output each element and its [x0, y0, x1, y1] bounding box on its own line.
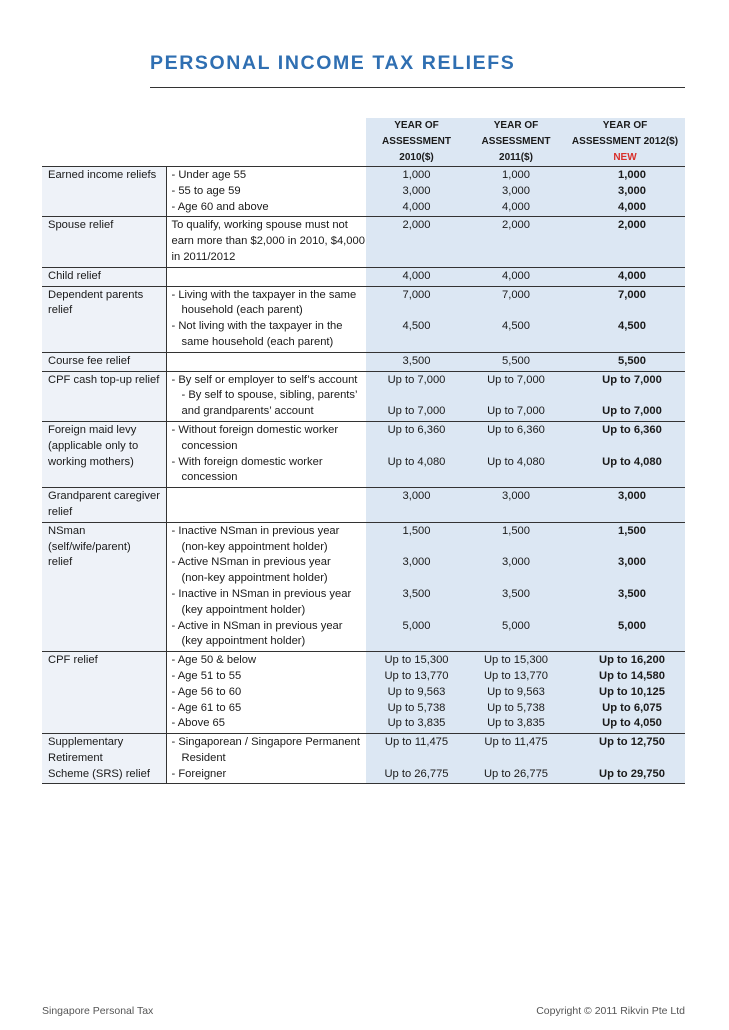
table-row: [42, 167, 685, 217]
relief-description-line: - Living with the taxpayer in the same: [171, 288, 357, 301]
relief-name-line: relief: [48, 505, 73, 518]
value-ya-2011: [467, 167, 565, 217]
value-ya-2010: [366, 217, 467, 267]
table-body: [42, 167, 685, 784]
value-ya-2012: [565, 267, 685, 286]
value-ya-2011-line: Up to 7,000: [487, 405, 545, 418]
value-ya-2010-line: [366, 505, 467, 521]
value-ya-2010-line: Up to 4,080: [387, 455, 446, 468]
value-ya-2010-line: [366, 335, 467, 351]
value-ya-2011-line: [467, 470, 565, 486]
value-ya-2011: [467, 267, 565, 286]
relief-name: [42, 167, 166, 217]
relief-name-line: [48, 571, 166, 587]
relief-description-line: - Singaporean / Singapore Permanent: [171, 736, 360, 749]
value-ya-2010-line: [366, 470, 467, 486]
header-blank-relief: [42, 118, 166, 167]
relief-description-line: earn more than $2,000 in 2010, $4,000: [171, 235, 365, 248]
table-row: [42, 286, 685, 352]
relief-name-line: working mothers): [48, 455, 134, 468]
relief-name-line: [48, 388, 166, 404]
relief-description: [166, 652, 366, 734]
header-ya-2012-line: YEAR OF: [602, 120, 648, 131]
value-ya-2011-line: [467, 250, 565, 266]
value-ya-2010-line: Up to 7,000: [387, 405, 446, 418]
value-ya-2012-line: [579, 505, 685, 521]
value-ya-2012-line: Up to 12,750: [599, 736, 665, 749]
value-ya-2011-line: 5,000: [502, 619, 530, 632]
relief-description-line: - With foreign domestic worker: [171, 455, 323, 468]
value-ya-2011: [467, 652, 565, 734]
value-ya-2010-line: Up to 3,835: [387, 717, 446, 730]
relief-description-line: household (each parent): [181, 304, 303, 317]
relief-description-line: - Active in NSman in previous year: [171, 619, 343, 632]
relief-description-line: [172, 354, 367, 370]
value-ya-2012-line: [579, 470, 685, 486]
value-ya-2012: [565, 217, 685, 267]
table-row: [42, 488, 685, 523]
footer-left-text: Singapore Personal Tax: [42, 1005, 154, 1017]
relief-name: [42, 522, 166, 651]
value-ya-2010: [366, 421, 467, 487]
relief-name-line: [48, 685, 166, 701]
relief-name-line: [48, 250, 166, 266]
relief-description: [166, 352, 366, 371]
value-ya-2010-line: 4,000: [402, 269, 431, 282]
relief-name: [42, 217, 166, 267]
value-ya-2012-line: 3,000: [618, 184, 646, 197]
value-ya-2010-line: [366, 250, 467, 266]
value-ya-2011-line: 5,500: [502, 354, 530, 367]
value-ya-2012-line: Up to 6,075: [602, 701, 662, 714]
relief-description-line: - 55 to age 59: [171, 184, 241, 197]
value-ya-2010-line: 2,000: [402, 219, 431, 232]
value-ya-2012: [565, 167, 685, 217]
relief-description: [166, 286, 366, 352]
header-ya-2010: [366, 118, 467, 167]
relief-description-line: - By self to spouse, sibling, parents’: [181, 389, 358, 402]
value-ya-2010: [366, 286, 467, 352]
value-ya-2010-line: [366, 603, 467, 619]
value-ya-2012-line: [579, 303, 685, 319]
value-ya-2010: [366, 734, 467, 784]
value-ya-2011-line: [467, 335, 565, 351]
value-ya-2011-line: Up to 6,360: [487, 423, 545, 436]
relief-name-line: Spouse relief: [48, 219, 114, 232]
value-ya-2011-line: 4,000: [502, 200, 530, 213]
value-ya-2010-line: [366, 634, 467, 650]
table-row: [42, 217, 685, 267]
relief-description-line: same household (each parent): [181, 335, 334, 348]
value-ya-2011: [467, 286, 565, 352]
relief-description-line: - Age 51 to 55: [171, 669, 242, 682]
value-ya-2010: [366, 267, 467, 286]
value-ya-2011-line: Up to 26,775: [483, 767, 549, 780]
relief-description: [166, 488, 366, 523]
value-ya-2010-line: Up to 9,563: [387, 685, 446, 698]
relief-description-line: - Foreigner: [171, 767, 227, 780]
value-ya-2010-line: 7,000: [402, 288, 431, 301]
header-ya-2010-line: 2010($): [399, 152, 434, 163]
value-ya-2011-line: 3,000: [502, 556, 530, 569]
relief-description-line: - By self or employer to self’s account: [171, 373, 358, 386]
relief-name-line: relief: [48, 304, 73, 317]
relief-description-line: - Above 65: [171, 717, 225, 730]
value-ya-2010-line: 3,500: [402, 354, 431, 367]
relief-name-line: [48, 470, 166, 486]
relief-description-line: and grandparents’ account: [181, 405, 314, 418]
value-ya-2012-line: [579, 335, 685, 351]
value-ya-2012-line: 4,000: [618, 200, 646, 213]
value-ya-2010: [366, 352, 467, 371]
value-ya-2010-line: [366, 388, 467, 404]
value-ya-2011: [467, 217, 565, 267]
relief-description: [166, 267, 366, 286]
title-divider: [150, 87, 685, 88]
value-ya-2011-line: Up to 5,738: [487, 701, 545, 714]
value-ya-2011-line: [467, 439, 565, 455]
value-ya-2012-line: 4,500: [618, 320, 646, 333]
relief-name-line: [48, 587, 166, 603]
value-ya-2010: [366, 167, 467, 217]
value-ya-2012-line: 3,000: [618, 556, 646, 569]
relief-description-line: [172, 505, 367, 521]
value-ya-2010-line: Up to 5,738: [387, 701, 446, 714]
table-row: [42, 734, 685, 784]
value-ya-2011-line: [467, 634, 565, 650]
value-ya-2012-line: Up to 7,000: [602, 373, 662, 386]
relief-description-line: [172, 489, 367, 505]
value-ya-2012-line: [579, 751, 685, 767]
value-ya-2010-line: 4,000: [402, 200, 431, 213]
value-ya-2012-line: [579, 540, 685, 556]
header-ya-2011-line: 2011($): [499, 152, 533, 163]
relief-description-line: (key appointment holder): [181, 603, 306, 616]
relief-name-line: CPF relief: [48, 654, 98, 667]
value-ya-2010-line: Up to 15,300: [384, 654, 449, 667]
relief-description: [166, 421, 366, 487]
value-ya-2012-line: Up to 4,050: [602, 717, 662, 730]
relief-name-line: [48, 634, 166, 650]
relief-name-line: Dependent parents: [48, 288, 144, 301]
value-ya-2012-line: 5,000: [618, 619, 646, 632]
value-ya-2010-line: 3,000: [402, 490, 431, 503]
value-ya-2012-line: 2,000: [618, 219, 646, 232]
value-ya-2010-line: 1,000: [402, 169, 431, 181]
value-ya-2010-line: Up to 26,775: [384, 767, 449, 780]
value-ya-2012-line: 3,500: [618, 587, 646, 600]
value-ya-2012-line: 4,000: [618, 269, 646, 282]
value-ya-2012-line: [579, 234, 685, 250]
value-ya-2010: [366, 522, 467, 651]
relief-name-line: relief: [48, 556, 73, 569]
relief-description-line: (key appointment holder): [181, 635, 306, 648]
value-ya-2011: [467, 488, 565, 523]
relief-name-line: Scheme (SRS) relief: [48, 767, 150, 780]
value-ya-2011-line: [467, 540, 565, 556]
value-ya-2011-line: 3,000: [502, 184, 530, 197]
footer-copyright: Copyright © 2011 Rikvin Pte Ltd: [536, 1005, 685, 1017]
value-ya-2012-line: 7,000: [618, 288, 646, 301]
value-ya-2012: [565, 522, 685, 651]
table-row: [42, 371, 685, 421]
value-ya-2012: [565, 371, 685, 421]
table-header-row: [42, 118, 685, 167]
table-row: [42, 652, 685, 734]
value-ya-2010-line: [366, 234, 467, 250]
value-ya-2011: [467, 371, 565, 421]
value-ya-2011: [467, 522, 565, 651]
value-ya-2010: [366, 488, 467, 523]
value-ya-2010-line: [366, 571, 467, 587]
relief-description-line: - Without foreign domestic worker: [171, 423, 339, 436]
relief-name-line: Foreign maid levy: [48, 423, 137, 436]
relief-name: [42, 488, 166, 523]
relief-name-line: [48, 184, 166, 200]
page-title: PERSONAL INCOME TAX RELIEFS: [150, 52, 516, 74]
value-ya-2012-line: Up to 4,080: [602, 455, 662, 468]
relief-name: [42, 267, 166, 286]
table-row: [42, 421, 685, 487]
value-ya-2011-line: 3,000: [502, 490, 530, 503]
relief-description-line: - Age 56 to 60: [171, 685, 242, 698]
value-ya-2010-line: Up to 13,770: [384, 669, 449, 682]
relief-name-line: [48, 669, 166, 685]
value-ya-2012-line: [579, 603, 685, 619]
relief-name-line: (applicable only to: [48, 439, 139, 452]
value-ya-2011: [467, 734, 565, 784]
value-ya-2011-line: Up to 15,300: [483, 654, 549, 667]
relief-description-line: (non-key appointment holder): [181, 572, 328, 585]
relief-name-line: Course fee relief: [48, 354, 131, 367]
relief-name: [42, 734, 166, 784]
value-ya-2011-line: Up to 13,770: [483, 669, 549, 682]
value-ya-2012-line: 5,500: [618, 354, 646, 367]
table-row: [42, 352, 685, 371]
value-ya-2012-line: 1,500: [618, 524, 646, 537]
header-ya-2011-line: ASSESSMENT: [481, 136, 551, 147]
value-ya-2012-line: Up to 29,750: [599, 767, 665, 780]
relief-name: [42, 652, 166, 734]
value-ya-2012: [565, 734, 685, 784]
relief-name-line: [48, 603, 166, 619]
header-ya-2010-line: YEAR OF: [394, 120, 439, 131]
value-ya-2011-line: [467, 571, 565, 587]
value-ya-2011-line: 7,000: [502, 288, 530, 301]
value-ya-2012-line: Up to 10,125: [599, 685, 665, 698]
relief-name: [42, 371, 166, 421]
value-ya-2010-line: 4,500: [402, 320, 431, 333]
value-ya-2010-line: Up to 6,360: [387, 423, 446, 436]
relief-name-line: Child relief: [48, 269, 101, 282]
value-ya-2010-line: [366, 751, 467, 767]
relief-description-line: To qualify, working spouse must not: [171, 219, 348, 232]
relief-name-line: [48, 335, 166, 351]
relief-name-line: [48, 716, 166, 732]
tax-reliefs-table: [42, 118, 685, 784]
value-ya-2011-line: [467, 751, 565, 767]
value-ya-2012-line: [579, 439, 685, 455]
value-ya-2011-line: Up to 4,080: [487, 455, 545, 468]
value-ya-2010: [366, 371, 467, 421]
relief-description-line: - Not living with the taxpayer in the: [171, 320, 343, 333]
relief-description-line: - Age 61 to 65: [171, 701, 242, 714]
relief-name-line: [48, 619, 166, 635]
relief-description: [166, 217, 366, 267]
value-ya-2012-line: 3,000: [618, 490, 646, 503]
value-ya-2012-line: Up to 14,580: [599, 669, 665, 682]
value-ya-2011-line: [467, 388, 565, 404]
value-ya-2012: [565, 488, 685, 523]
header-ya-2011: [467, 118, 565, 167]
relief-description-line: - Active NSman in previous year: [171, 556, 331, 569]
value-ya-2011-line: 2,000: [502, 219, 530, 232]
value-ya-2012: [565, 652, 685, 734]
relief-name-line: [48, 319, 166, 335]
relief-description: [166, 734, 366, 784]
value-ya-2011-line: Up to 9,563: [487, 685, 545, 698]
value-ya-2012: [565, 286, 685, 352]
relief-name: [42, 352, 166, 371]
relief-description-line: Resident: [181, 751, 226, 764]
value-ya-2012-line: [579, 634, 685, 650]
header-ya-2012-line: ASSESSMENT 2012($): [571, 136, 679, 147]
relief-description-line: - Age 60 and above: [171, 200, 269, 213]
relief-description-line: concession: [181, 439, 238, 452]
relief-description-line: - Under age 55: [171, 169, 247, 181]
relief-name-line: [48, 701, 166, 717]
table-row: [42, 267, 685, 286]
value-ya-2010-line: 3,000: [402, 184, 431, 197]
value-ya-2010-line: 5,000: [402, 619, 431, 632]
relief-description-line: - Age 50 & below: [171, 654, 257, 667]
value-ya-2010-line: 1,500: [402, 524, 431, 537]
relief-name-line: [48, 234, 166, 250]
relief-name-line: Supplementary: [48, 736, 124, 749]
relief-name-line: Earned income reliefs: [48, 169, 157, 181]
relief-description-line: - Inactive NSman in previous year: [171, 524, 340, 537]
value-ya-2010-line: Up to 7,000: [387, 373, 446, 386]
value-ya-2011-line: 1,500: [502, 524, 530, 537]
value-ya-2011-line: Up to 7,000: [487, 373, 545, 386]
value-ya-2010: [366, 652, 467, 734]
relief-name-line: Grandparent caregiver: [48, 490, 160, 503]
relief-description-line: concession: [181, 471, 238, 484]
relief-name: [42, 286, 166, 352]
value-ya-2011-line: Up to 3,835: [487, 717, 545, 730]
value-ya-2011: [467, 352, 565, 371]
relief-name-line: (self/wife/parent): [48, 540, 131, 553]
relief-description-line: - Inactive in NSman in previous year: [171, 587, 352, 600]
relief-description: [166, 522, 366, 651]
header-blank-description: [166, 118, 366, 167]
value-ya-2011-line: [467, 303, 565, 319]
value-ya-2010-line: 3,500: [402, 587, 431, 600]
relief-description-line: in 2011/2012: [171, 250, 236, 263]
value-ya-2012-line: Up to 16,200: [599, 654, 665, 667]
value-ya-2010-line: [366, 303, 467, 319]
value-ya-2011: [467, 421, 565, 487]
value-ya-2011-line: 4,000: [502, 269, 530, 282]
value-ya-2010-line: [366, 540, 467, 556]
value-ya-2012-line: 1,000: [618, 169, 646, 181]
header-ya-2011-line: YEAR OF: [493, 120, 539, 131]
header-ya-2010-line: ASSESSMENT: [382, 136, 451, 147]
relief-name-line: CPF cash top-up relief: [48, 373, 160, 386]
new-badge: NEW: [613, 152, 637, 163]
relief-description-line: (non-key appointment holder): [181, 540, 328, 553]
relief-name-line: NSman: [48, 524, 86, 537]
value-ya-2012-line: [579, 571, 685, 587]
value-ya-2012-line: [579, 388, 685, 404]
relief-name-line: [48, 200, 166, 216]
relief-description: [166, 167, 366, 217]
value-ya-2010-line: Up to 11,475: [384, 736, 449, 749]
table-row: [42, 522, 685, 651]
relief-description: [166, 371, 366, 421]
value-ya-2012-line: Up to 7,000: [602, 405, 662, 418]
value-ya-2011-line: [467, 603, 565, 619]
value-ya-2010-line: 3,000: [402, 556, 431, 569]
relief-name: [42, 421, 166, 487]
relief-name-line: [48, 404, 166, 420]
value-ya-2012-line: Up to 6,360: [602, 423, 662, 436]
header-ya-2012: [565, 118, 685, 167]
relief-description-line: [172, 269, 367, 285]
value-ya-2011-line: 3,500: [502, 587, 530, 600]
value-ya-2011-line: [467, 234, 565, 250]
value-ya-2011-line: 1,000: [502, 169, 530, 181]
value-ya-2010-line: [366, 439, 467, 455]
value-ya-2012-line: [579, 250, 685, 266]
value-ya-2012: [565, 352, 685, 371]
value-ya-2012: [565, 421, 685, 487]
value-ya-2011-line: 4,500: [502, 320, 530, 333]
value-ya-2011-line: [467, 505, 565, 521]
relief-name-line: Retirement: [48, 751, 103, 764]
value-ya-2011-line: Up to 11,475: [484, 736, 548, 749]
